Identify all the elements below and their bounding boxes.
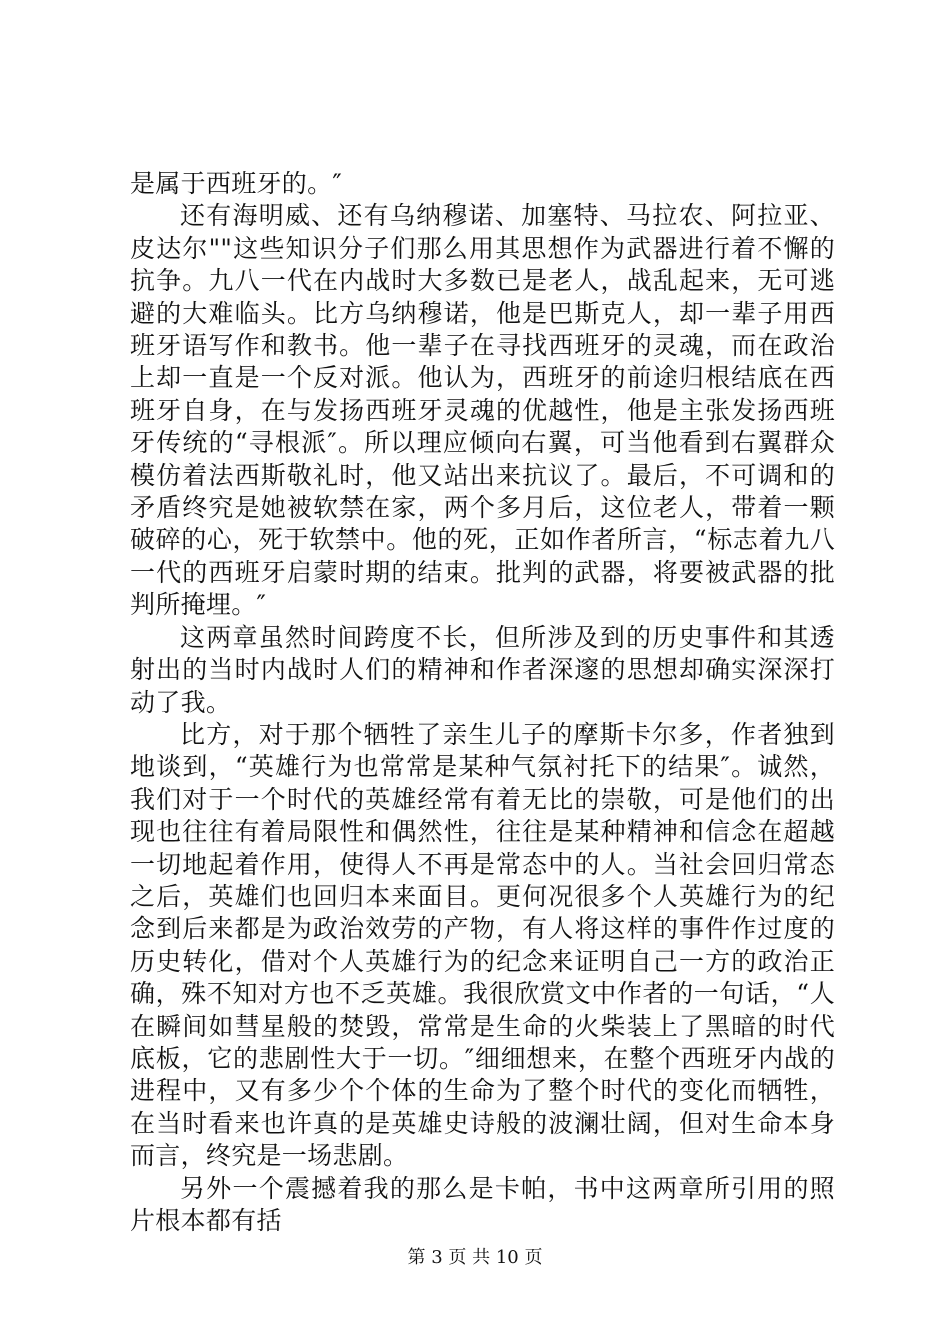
paragraph-2: 还有海明威、还有乌纳穆诺、加塞特、马拉农、阿拉亚、皮达尔""这些知识分子们那么用其思想作为武器进行着不懈的抗争。九八一代在内战时大多数已是老人，战乱起来，无可逃避的大难临头。比方乌纳穆诺，他是巴斯克人，却一辈子用西班牙语写作和教书。他一辈子在寻找西班牙的灵魂，而在政治上却一直是一个反对派。他认为，西班牙的前途归根结底在西班牙自身，在与发扬西班牙灵魂的优越性，他是主张发扬西班牙传统的“寻根派″。所以理应倾向右翼，可当他看到右翼群众模仿着法西斯敬礼时，他又站出来抗议了。最后，不可调和的矛盾终究是她被软禁在家，两个多月后，这位老人，带着一颗破碎的心，死于软禁中。他的死，正如作者所言，“标志着九八一代的西班牙启蒙时期的结束。批判的武器，将要被武器的批判所掩埋。″ xyxy=(130,201,835,620)
paragraph-1: 是属于西班牙的。″ xyxy=(130,169,343,198)
body-text xyxy=(130,168,835,1237)
paragraph-5: 另外一个震撼着我的那么是卡帕，书中这两章所引用的照片根本都有括 xyxy=(130,1173,835,1235)
page-number-footer: 第 3 页 共 10 页 xyxy=(407,1247,543,1268)
paragraph-3: 这两章虽然时间跨度不长，但所涉及到的历史事件和其透射出的当时内战时人们的精神和作者深邃的思想却确实深深打动了我。 xyxy=(130,622,835,717)
paragraph-4: 比方，对于那个牺牲了亲生儿子的摩斯卡尔多，作者独到地谈到，“英雄行为也常常是某种气氛衬托下的结果″。诚然，我们对于一个时代的英雄经常有着无比的崇敬，可是他们的出现也往往有着局限性和偶然性，往往是某种精神和信念在超越一切地起着作用，使得人不再是常态中的人。当社会回归常态之后，英雄们也回归本来面目。更何况很多个人英雄行为的纪念到后来都是为政治效劳的产物，有人将这样的事件作过度的历史转化，借对个人英雄行为的纪念来证明自己一方的政治正确，殊不知对方也不乏英雄。我很欣赏文中作者的一句话，“人在瞬间如彗星般的焚毁，常常是生命的火柴装上了黑暗的时代底板，它的悲剧性大于一切。″细细想来，在整个西班牙内战的进程中，又有多少个个体的生命为了整个时代的变化而牺牲，在当时看来也许真的是英雄史诗般的波澜壮阔，但对生命本身而言，终究是一场悲剧。 xyxy=(130,719,835,1171)
